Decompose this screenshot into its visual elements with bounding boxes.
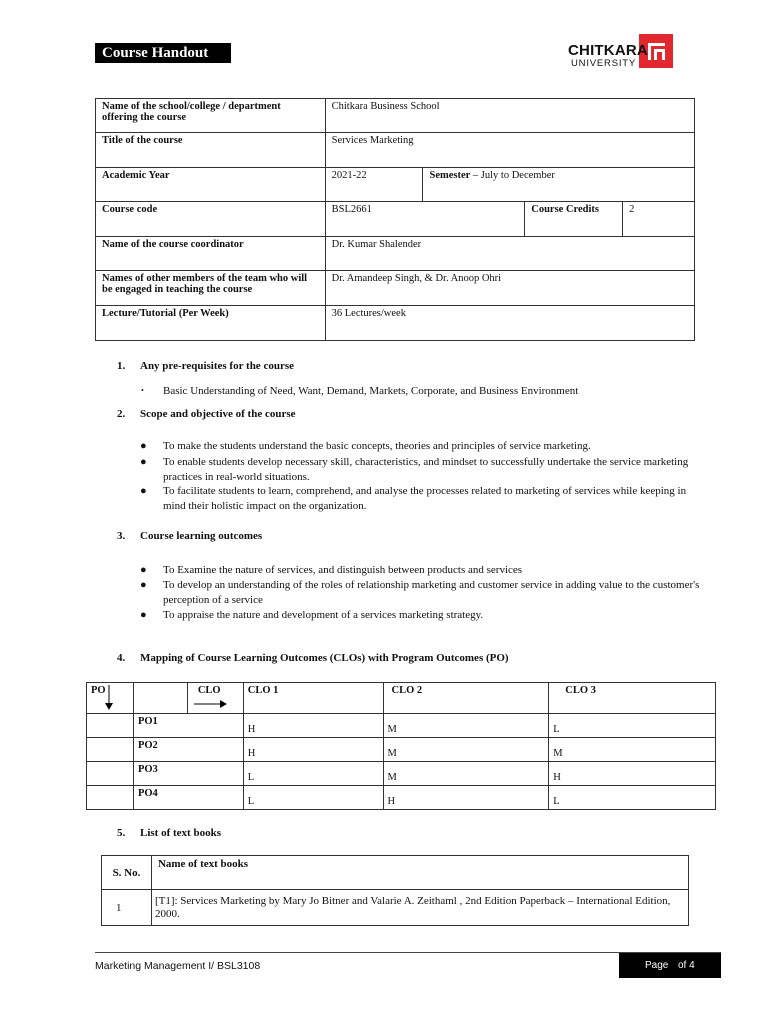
code-value: BSL2661 <box>325 202 525 237</box>
po-label: PO4 <box>133 786 243 810</box>
clo3-value: L <box>549 714 716 738</box>
bullet-icon: ● <box>140 485 147 497</box>
table-row <box>87 786 716 810</box>
clo1-value: L <box>243 786 383 810</box>
empty-cell <box>87 738 134 762</box>
bullet-icon: • <box>141 386 144 395</box>
empty-cell <box>87 762 134 786</box>
footer-page-box <box>619 953 721 978</box>
clo2-value: M <box>383 714 549 738</box>
empty-cell <box>133 683 187 714</box>
section-2-heading <box>117 408 296 420</box>
prerequisite-text: Basic Understanding of Need, Want, Demand, Markets, Corporate, and Business Environment <box>163 385 579 397</box>
table-row <box>87 714 716 738</box>
list-item <box>141 384 703 399</box>
lecture-label: Lecture/Tutorial (Per Week) <box>96 306 326 341</box>
table-row <box>87 762 716 786</box>
objective-text: To make the students understand the basic concepts, theories and principles of service marketing. <box>163 440 591 452</box>
clo1-header: CLO 1 <box>243 683 383 714</box>
po-header-cell <box>87 683 134 714</box>
coordinator-label: Name of the course coordinator <box>96 237 326 271</box>
list-item <box>140 484 708 513</box>
table-row <box>102 890 689 926</box>
section-4-title: Mapping of Course Learning Outcomes (CLOs) with Program Outcomes (PO) <box>140 652 509 664</box>
section-3-title: Course learning outcomes <box>140 530 263 542</box>
semester-cell <box>423 168 695 202</box>
book-name: [T1]: Services Marketing by Mary Jo Bitner and Valarie A. Zeithaml , 2nd Edition Paperback – International Edition, 2000. <box>151 890 688 926</box>
semester-label: Semester <box>429 170 471 181</box>
bullet-icon: ● <box>140 564 147 576</box>
lecture-value: 36 Lectures/week <box>325 306 694 341</box>
clo3-value: H <box>549 762 716 786</box>
team-value: Dr. Amandeep Singh, & Dr. Anoop Ohri <box>325 271 694 306</box>
outcome-text: To develop an understanding of the roles of relationship marketing and customer service in adding value to the customer's perception of a service <box>163 579 700 606</box>
arrow-right-icon <box>194 700 228 708</box>
table-row <box>87 738 716 762</box>
course-handout-banner: Course Handout <box>95 43 231 63</box>
clo1-value: H <box>243 738 383 762</box>
credits-value: 2 <box>623 202 695 237</box>
section-5-number: 5. <box>117 827 126 839</box>
clo2-value: M <box>383 738 549 762</box>
year-label: Academic Year <box>96 168 326 202</box>
po-label: PO1 <box>133 714 243 738</box>
coordinator-value: Dr. Kumar Shalender <box>325 237 694 271</box>
po-label: PO2 <box>133 738 243 762</box>
objective-text: To enable students develop necessary skill, characteristics, and mindset to successfully undertake the service marketing practices in real-world situations. <box>163 456 689 483</box>
clo-header: CLO <box>197 685 221 696</box>
clo2-value: H <box>383 786 549 810</box>
text-books-table <box>101 855 689 926</box>
section-4-heading <box>117 652 509 664</box>
section-4-number: 4. <box>117 652 126 664</box>
section-1-heading <box>117 360 294 372</box>
arrow-down-icon <box>105 685 113 711</box>
section-5-title: List of text books <box>140 827 221 839</box>
section-1-number: 1. <box>117 360 126 372</box>
clo1-value: H <box>243 714 383 738</box>
bullet-icon: ● <box>140 456 147 468</box>
bullet-icon: ● <box>140 440 147 452</box>
title-value: Services Marketing <box>325 133 694 168</box>
footer-course-name: Marketing Management I/ BSL3108 <box>95 960 261 972</box>
section-3-heading <box>117 530 262 542</box>
code-label: Course code <box>96 202 326 237</box>
empty-cell <box>87 714 134 738</box>
list-item <box>140 455 708 484</box>
school-label: Name of the school/college / department offering the course <box>96 99 326 133</box>
po-header: PO <box>91 685 106 696</box>
section-1-title: Any pre-requisites for the course <box>140 360 294 372</box>
clo2-header: CLO 2 <box>383 683 549 714</box>
year-value: 2021-22 <box>325 168 423 202</box>
outcome-text: To appraise the nature and development of a services marketing strategy. <box>163 609 484 621</box>
list-item <box>140 608 718 623</box>
bullet-icon: ● <box>140 609 147 621</box>
clo2-value: M <box>383 762 549 786</box>
course-info-table <box>95 98 695 341</box>
list-item <box>140 563 718 578</box>
list-item <box>140 578 718 607</box>
clo3-value: M <box>549 738 716 762</box>
clo3-value: L <box>549 786 716 810</box>
po-label: PO3 <box>133 762 243 786</box>
logo-name: CHITKARA <box>568 42 648 59</box>
bullet-icon: ● <box>140 579 147 591</box>
book-name-header: Name of text books <box>151 856 688 890</box>
section-2-number: 2. <box>117 408 126 420</box>
outcome-text: To Examine the nature of services, and distinguish between products and services <box>163 564 523 576</box>
clo-po-mapping-table <box>86 682 716 810</box>
objective-text: To facilitate students to learn, comprehend, and analyse the processes related to marketing of services while keeping in mind their holistic impact on the organization. <box>163 485 687 512</box>
section-5-heading <box>117 827 221 839</box>
list-item <box>140 439 708 454</box>
clo3-header: CLO 3 <box>549 683 716 714</box>
credits-label: Course Credits <box>525 202 623 237</box>
clo1-value: L <box>243 762 383 786</box>
sno-header: S. No. <box>102 856 152 890</box>
page-of: of 4 <box>678 960 695 971</box>
team-label: Names of other members of the team who will be engaged in teaching the course <box>96 271 326 306</box>
book-sno: 1 <box>102 890 152 926</box>
section-3-number: 3. <box>117 530 126 542</box>
empty-cell <box>87 786 134 810</box>
clo-header-cell <box>187 683 243 714</box>
semester-value: – July to December <box>470 170 555 181</box>
title-label: Title of the course <box>96 133 326 168</box>
school-value: Chitkara Business School <box>325 99 694 133</box>
section-2-title: Scope and objective of the course <box>140 408 296 420</box>
logo-subtitle: UNIVERSITY <box>571 58 637 69</box>
page-label: Page <box>645 960 669 971</box>
